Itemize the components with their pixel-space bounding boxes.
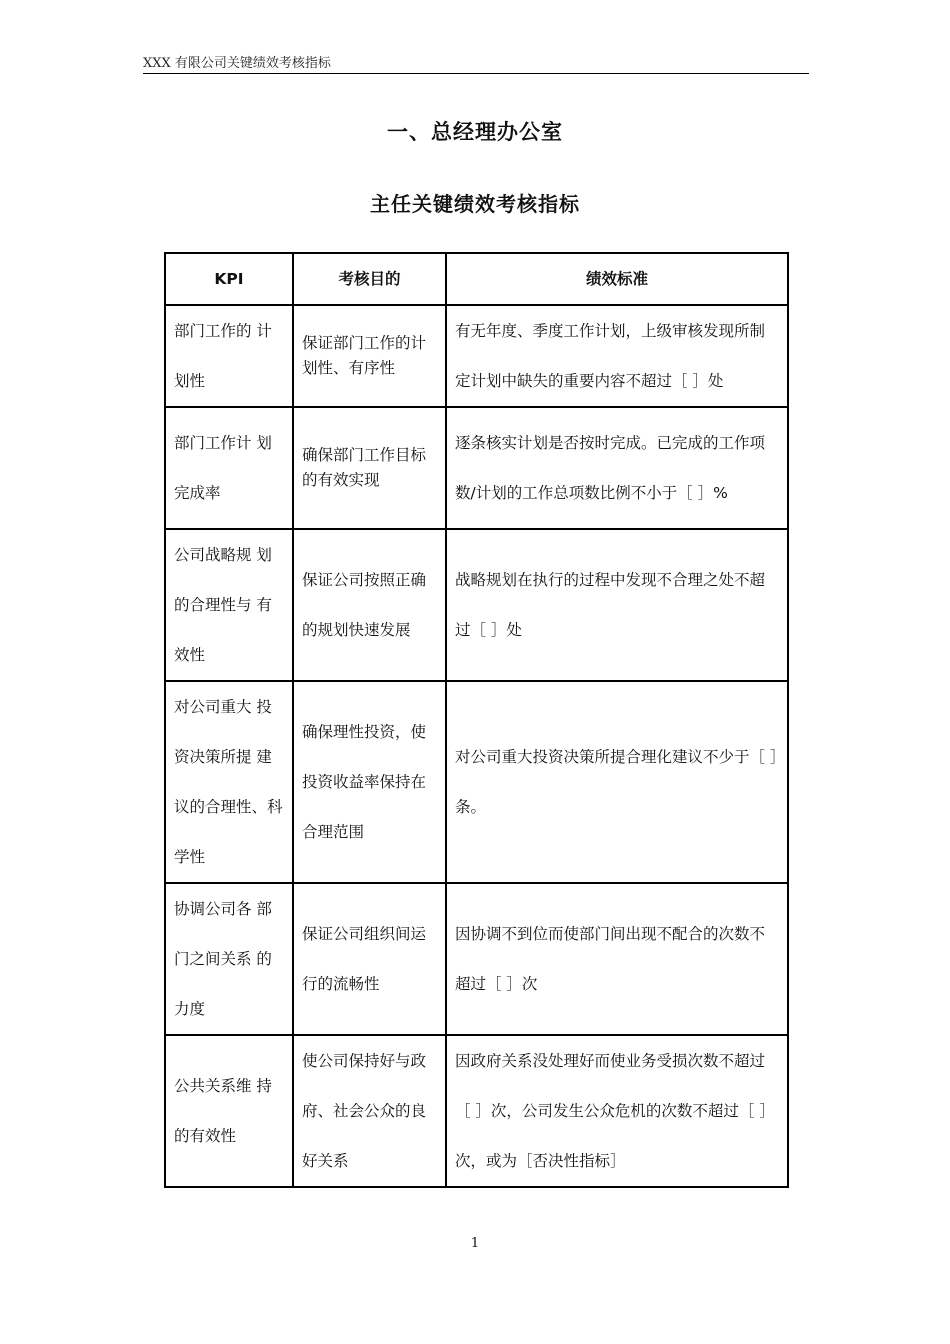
table-row (165, 883, 788, 1035)
standard-cell: 因政府关系没处理好而使业务受损次数不超过［ ］次，公司发生公众危机的次数不超过［ ］次，或为［否决性指标］ (446, 1035, 788, 1187)
table-row (165, 1035, 788, 1187)
kpi-cell: 部门工作计 划完成率 (165, 407, 293, 529)
section-title: 一、总经理办公室 (387, 120, 563, 144)
purpose-cell: 保证公司组织间运行的流畅性 (293, 883, 446, 1035)
purpose-cell: 确保部门工作目标的有效实现 (293, 407, 446, 529)
standard-cell: 对公司重大投资决策所提合理化建议不少于［ ］条。 (446, 681, 788, 883)
header-standard: 绩效标准 (446, 253, 788, 305)
table-row (165, 305, 788, 407)
kpi-cell: 公司战略规 划的合理性与 有效性 (165, 529, 293, 681)
table-row (165, 407, 788, 529)
table-row (165, 529, 788, 681)
purpose-cell: 确保理性投资，使投资收益率保持在合理范围 (293, 681, 446, 883)
kpi-table (164, 252, 789, 1188)
running-header: XXX 有限公司关键绩效考核指标 (143, 55, 809, 74)
header-kpi: KPI (165, 253, 293, 305)
purpose-cell: 保证公司按照正确的规划快速发展 (293, 529, 446, 681)
purpose-cell: 保证部门工作的计划性、有序性 (293, 305, 446, 407)
table-row (165, 681, 788, 883)
standard-cell: 战略规划在执行的过程中发现不合理之处不超过［ ］处 (446, 529, 788, 681)
header-purpose: 考核目的 (293, 253, 446, 305)
standard-cell: 有无年度、季度工作计划，上级审核发现所制定计划中缺失的重要内容不超过［ ］处 (446, 305, 788, 407)
kpi-cell: 部门工作的 计划性 (165, 305, 293, 407)
kpi-cell: 协调公司各 部门之间关系 的力度 (165, 883, 293, 1035)
table-title: 主任关键绩效考核指标 (370, 192, 580, 216)
kpi-cell: 公共关系维 持的有效性 (165, 1035, 293, 1187)
table-header-row (165, 253, 788, 305)
purpose-cell: 使公司保持好与政府、社会公众的良好关系 (293, 1035, 446, 1187)
kpi-cell: 对公司重大 投资决策所提 建议的合理性、科学性 (165, 681, 293, 883)
page-number: 1 (470, 1236, 480, 1251)
standard-cell: 因协调不到位而使部门间出现不配合的次数不超过［ ］次 (446, 883, 788, 1035)
standard-cell: 逐条核实计划是否按时完成。已完成的工作项数/计划的工作总项数比例不小于［ ］% (446, 407, 788, 529)
